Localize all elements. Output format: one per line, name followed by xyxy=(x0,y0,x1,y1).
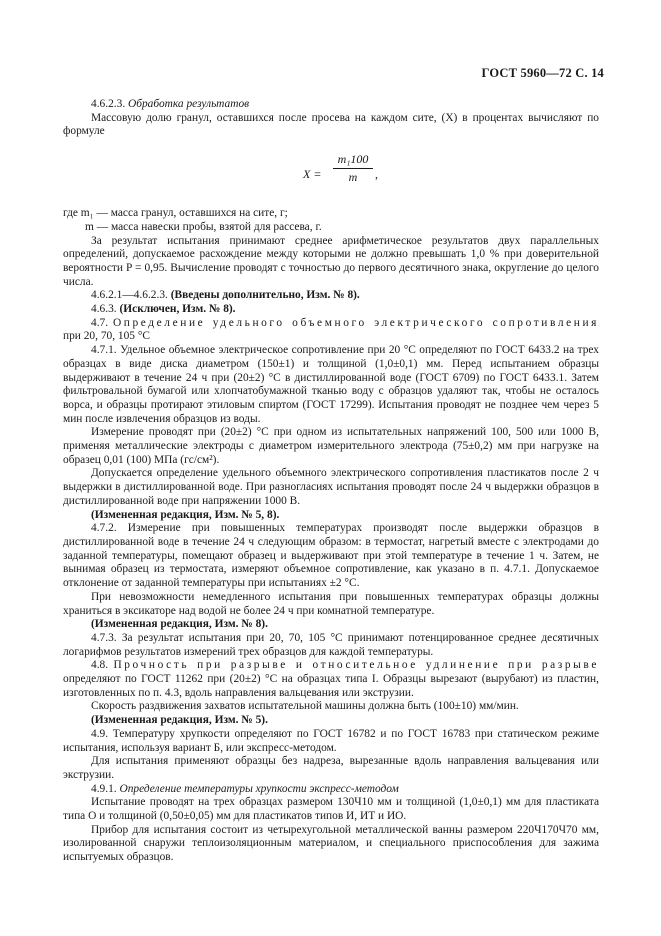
section-title: Обработка результатов xyxy=(128,98,250,110)
amendment-note xyxy=(63,289,599,303)
paragraph: Измерение проводят при (20±2) °С при одном из испытательных напряжений 100, 500 или 1000 В, применяя металлические электроды с диаметром измерительного электрода (75±0,2) мм при нагрузке на образец 0,01 (100) МПа (гс/см²). xyxy=(63,426,599,466)
paragraph: 4.9. Температуру хрупкости определяют по ГОСТ 16782 и по ГОСТ 16783 при статическом режиме испытания, используя вариант Б, или экспресс-методом. xyxy=(63,727,599,754)
paragraph: Массовую долю гранул, оставшихся после просева на каждом сите, (X) в процентах вычисляют по формуле xyxy=(63,111,599,138)
section-number: 4.7. xyxy=(91,316,109,329)
document-body xyxy=(63,98,599,865)
section-number: 4.9.1. xyxy=(91,782,117,795)
paragraph: Допускается определение удельного объемного электрического сопротивления пластикатов после 2 ч выдержки в дистиллированной воде. При разногласиях испытания проводят после 24 ч выдержки образцов в дистиллированной воде при напряжении 1000 В. xyxy=(63,467,599,507)
section-4-6-2-3 xyxy=(63,98,599,112)
paragraph: Скорость раздвижения захватов испытательной машины должна быть (100±10) мм/мин. xyxy=(91,700,519,713)
formula-numerator: m₁100 xyxy=(333,153,373,169)
page-header: ГОСТ 5960—72 С. 14 xyxy=(481,66,604,80)
amendment-note: (Измененная редакция, Изм. № 8). xyxy=(91,618,268,631)
formula xyxy=(63,153,599,199)
paragraph: За результат испытания принимают среднее арифметическое результатов двух параллельных определений, допускаемое расхождение между которыми не должно превышать 1,0 % при доверительной вероятности P = 0,95. Вычисление проводят с точностью до первого десятичного знака, округление до целого числа. xyxy=(63,234,599,288)
formula-denominator: m xyxy=(348,169,358,184)
section-title: Определение температуры хрупкости экспресс-методом xyxy=(119,782,399,795)
section-4-7-heading xyxy=(63,317,599,344)
paragraph-tail: определяют по ГОСТ 11262 при (20±2) °С на образцах типа I. Образцы вырезают (вырубают) из пластин, изготовленных по п. 4.3, вдоль направления вальцевания или экструзии. xyxy=(63,673,599,699)
section-4-9-1 xyxy=(63,783,599,797)
formula-legend xyxy=(63,207,599,234)
amendment-note: (Измененная редакция, Изм. № 5, 8). xyxy=(91,508,280,521)
spaced-heading: Прочность при разрыве и относительное удлинение при разрыве xyxy=(113,659,599,672)
section-number: 4.6.3. xyxy=(91,303,117,316)
section-4-8 xyxy=(63,659,599,700)
paragraph: 4.7.3. За результат испытания при 20, 70, 105 °С принимают потенцированное среднее десятичных логарифмов результатов измерений трех образцов для каждой температуры. xyxy=(63,631,599,658)
paragraph: Прибор для испытания состоит из четырехугольной металлической ванны размером 220Ч170Ч70 мм, изолированной снаружи теплоизоляционным материалом, и специального приспособления для зажима испытуемых образцов. xyxy=(63,823,599,864)
heading-tail: при 20, 70, 105 °С xyxy=(63,330,150,343)
legend-line: где m₁ — масса гранул, оставшихся на сите, г; xyxy=(63,207,288,220)
paragraph: 4.7.1. Удельное объемное электрическое сопротивление при 20 °С определяют по ГОСТ 6433.2 на трех образцах в виде диска диаметром (150±1) и толщиной (1,0±0,1) мм. Перед испытанием образцы выдерживают в течение 24 ч при (20±2) °С в дистиллированной воде (ГОСТ 6709) по ГОСТ 6433.1. Затем фильтровальной бумагой или хлопчатобумажной тканью воду с образцов удаляют так, чтобы не осталось ворса, и образцы протирают этиловым спиртом (ГОСТ 17299). Испытания проводят не позднее чем через 5 мин после извлечения образцов из воды. xyxy=(63,344,599,425)
section-number: 4.8. xyxy=(91,659,109,672)
note-text: (Исключен, Изм. № 8). xyxy=(119,303,236,316)
paragraph: При невозможности немедленного испытания при повышенных температурах образцы должны храниться в эксикаторе над водой не более 24 ч при комнатной температуре. xyxy=(63,590,599,617)
formula-tail: , xyxy=(375,167,378,182)
formula-lhs: X = xyxy=(303,167,322,182)
legend-line: m — масса навески пробы, взятой для рассева, г. xyxy=(85,220,322,233)
note-text: (Введены дополнительно, Изм. № 8). xyxy=(170,289,360,302)
formula-fraction xyxy=(333,153,373,184)
paragraph: Испытание проводят на трех образцах размером 130Ч10 мм и толщиной (1,0±0,1) мм для пластиката типа О и толщиной (0,50±0,05) мм для пластикатов типов И, ИТ и ИО. xyxy=(63,796,599,823)
section-number: 4.6.2.1—4.6.2.3. xyxy=(91,289,168,302)
spaced-heading: Определение удельного объемного электрического сопротивления xyxy=(112,316,599,329)
paragraph: Для испытания применяют образцы без надреза, вырезанные вдоль направления вальцевания или экструзии. xyxy=(63,755,599,781)
amendment-note xyxy=(63,303,599,317)
paragraph: 4.7.2. Измерение при повышенных температурах производят после выдержки образцов в дистиллированной воде в течение 24 ч следующим образом: в термостат, нагретый вместе с электродами до заданной температуры, помещают образец и выдерживают при этой температуре в течение 1 ч. Затем, не вынимая образец из термостата, измеряют объемное сопротивление, как указано в п. 4.7.1. Допускаемое отклонение от заданной температуры при испытаниях ±2 °С. xyxy=(63,522,599,590)
section-number: 4.6.2.3. xyxy=(91,98,126,110)
amendment-note: (Измененная редакция, Изм. № 5). xyxy=(91,714,268,727)
